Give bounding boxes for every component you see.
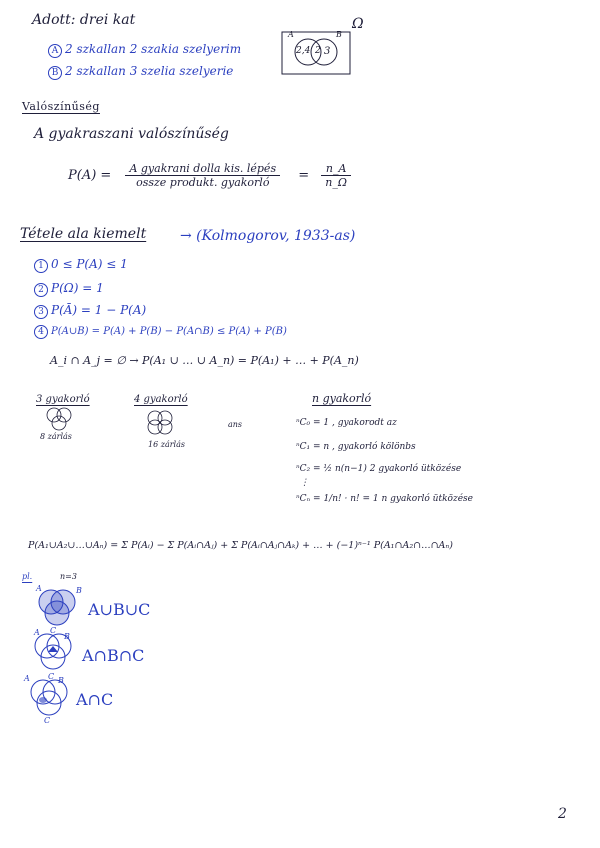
page-heading: Adott: drei kat: [32, 12, 136, 28]
omega-label: Ω: [352, 16, 364, 32]
formula-result-num: n_A: [321, 162, 351, 176]
union-caption: A∪B∪C: [88, 600, 151, 619]
formula-fraction: [125, 162, 280, 189]
col2-caption: 16 zárlás: [148, 440, 185, 449]
pair-label-c: C: [44, 716, 51, 725]
axiom-2-text: P(Ω) = 1: [51, 281, 104, 295]
intersection-caption: A∩B∩C: [82, 646, 145, 665]
example-n: n=3: [60, 572, 77, 581]
col1-caption: 8 zárlás: [40, 432, 72, 441]
four-set-venn-icon: [142, 406, 182, 440]
union-label-b: B: [76, 586, 82, 595]
intersection-label-c: C: [48, 672, 55, 681]
axiom-3-text: P(Ā) = 1 − P(A): [51, 303, 147, 317]
axiom-3: [34, 303, 146, 319]
inclusion-exclusion-formula: P(A₁∪A₂∪…∪Aₙ) = Σ P(Aᵢ) − Σ P(Aᵢ∩Aⱼ) + Σ P(Aᵢ∩Aⱼ∩Aₖ) + … + (−1)ⁿ⁻¹ P(A₁∩A₂∩…∩Aₙ): [28, 540, 453, 551]
venn-label-a: A: [288, 30, 294, 39]
formula-lhs: P(A) =: [68, 168, 112, 183]
example-label: pl.: [22, 572, 33, 581]
union-label-c: C: [50, 626, 57, 635]
pair-label-a: A: [24, 674, 30, 683]
kolmogorov-note: → (Kolmogorov, 1933-as): [180, 228, 356, 244]
section-subheading: A gyakraszani valószínűség: [34, 126, 229, 142]
axiom-3-marker: 3: [34, 305, 48, 319]
venn-region-left: 2,4: [296, 46, 311, 56]
axiom-2-marker: 2: [34, 283, 48, 297]
axiom-1-text: 0 ≤ P(A) ≤ 1: [51, 257, 128, 271]
formula-result-den: n_Ω: [325, 176, 347, 189]
col2-heading: 4 gyakorló: [134, 394, 188, 405]
axiom-2: [34, 281, 104, 297]
union-label-a: A: [36, 584, 42, 593]
combination-line-1: ⁿC₀ = 1 , gyakorodt az: [296, 418, 397, 428]
axiom-1-marker: 1: [34, 259, 48, 273]
ellipsis-note: ans: [228, 420, 243, 429]
combination-line-2: ⁿC₁ = n , gyakorló kölönbs: [296, 442, 416, 452]
axiom-4: [34, 325, 287, 339]
axiom-4-marker: 4: [34, 325, 48, 339]
case-item-a: [48, 42, 241, 58]
pair-intersection-venn-diagram: [26, 676, 76, 722]
pair-label-b: B: [58, 676, 64, 685]
case-text-b: 2 szkallan 3 szelia szelyerie: [65, 64, 234, 78]
combination-dots: ⋮: [300, 478, 309, 488]
case-item-b: [48, 64, 233, 80]
col1-heading: 3 gyakorló: [36, 394, 90, 405]
axiom-4-text: P(A∪B) = P(A) + P(B) − P(A∩B) ≤ P(A) + P(B): [51, 326, 287, 337]
intersection-label-a: A: [34, 628, 40, 637]
intersection-label-b: B: [64, 632, 70, 641]
venn-region-middle: 2: [315, 46, 321, 56]
case-text-a: 2 szkallan 2 szakia szelyerim: [65, 42, 242, 56]
venn-region-right: 3: [324, 46, 331, 57]
venn-label-b: B: [336, 30, 342, 39]
disjoint-additivity: A_i ∩ A_j = ∅ → P(A₁ ∪ … ∪ A_n) = P(A₁) + … + P(A_n): [50, 354, 359, 367]
three-set-venn-icon: [40, 404, 80, 434]
case-marker-b: B: [48, 66, 62, 80]
section-heading-probability: Valószínűség: [22, 100, 100, 113]
pair-caption: A∩C: [76, 690, 114, 709]
case-marker-a: A: [48, 44, 62, 58]
formula-result: [321, 162, 351, 189]
formula-numerator: A gyakrani dolla kis. lépés: [125, 162, 280, 176]
combination-line-3: ⁿC₂ = ½ n(n−1) 2 gyakorló ütközése: [296, 464, 462, 474]
combination-line-5: ⁿCₙ = 1/n! · n! = 1 n gyakorló ütközése: [296, 494, 473, 504]
col3-heading: n gyakorló: [312, 392, 372, 405]
formula-denominator: ossze produkt. gyakorló: [136, 176, 270, 189]
section-heading-axioms: Tétele ala kiemelt: [20, 226, 147, 242]
page-number: 2: [558, 806, 567, 822]
axiom-1: [34, 257, 128, 273]
classical-formula: P(A) = $\frac{\text{A gyakrani dolla kis. lépés}}{\text{ossze produkt. gyakorló}}$ = $\frac{n\_A}{n\_\Omega}$: [68, 162, 351, 189]
